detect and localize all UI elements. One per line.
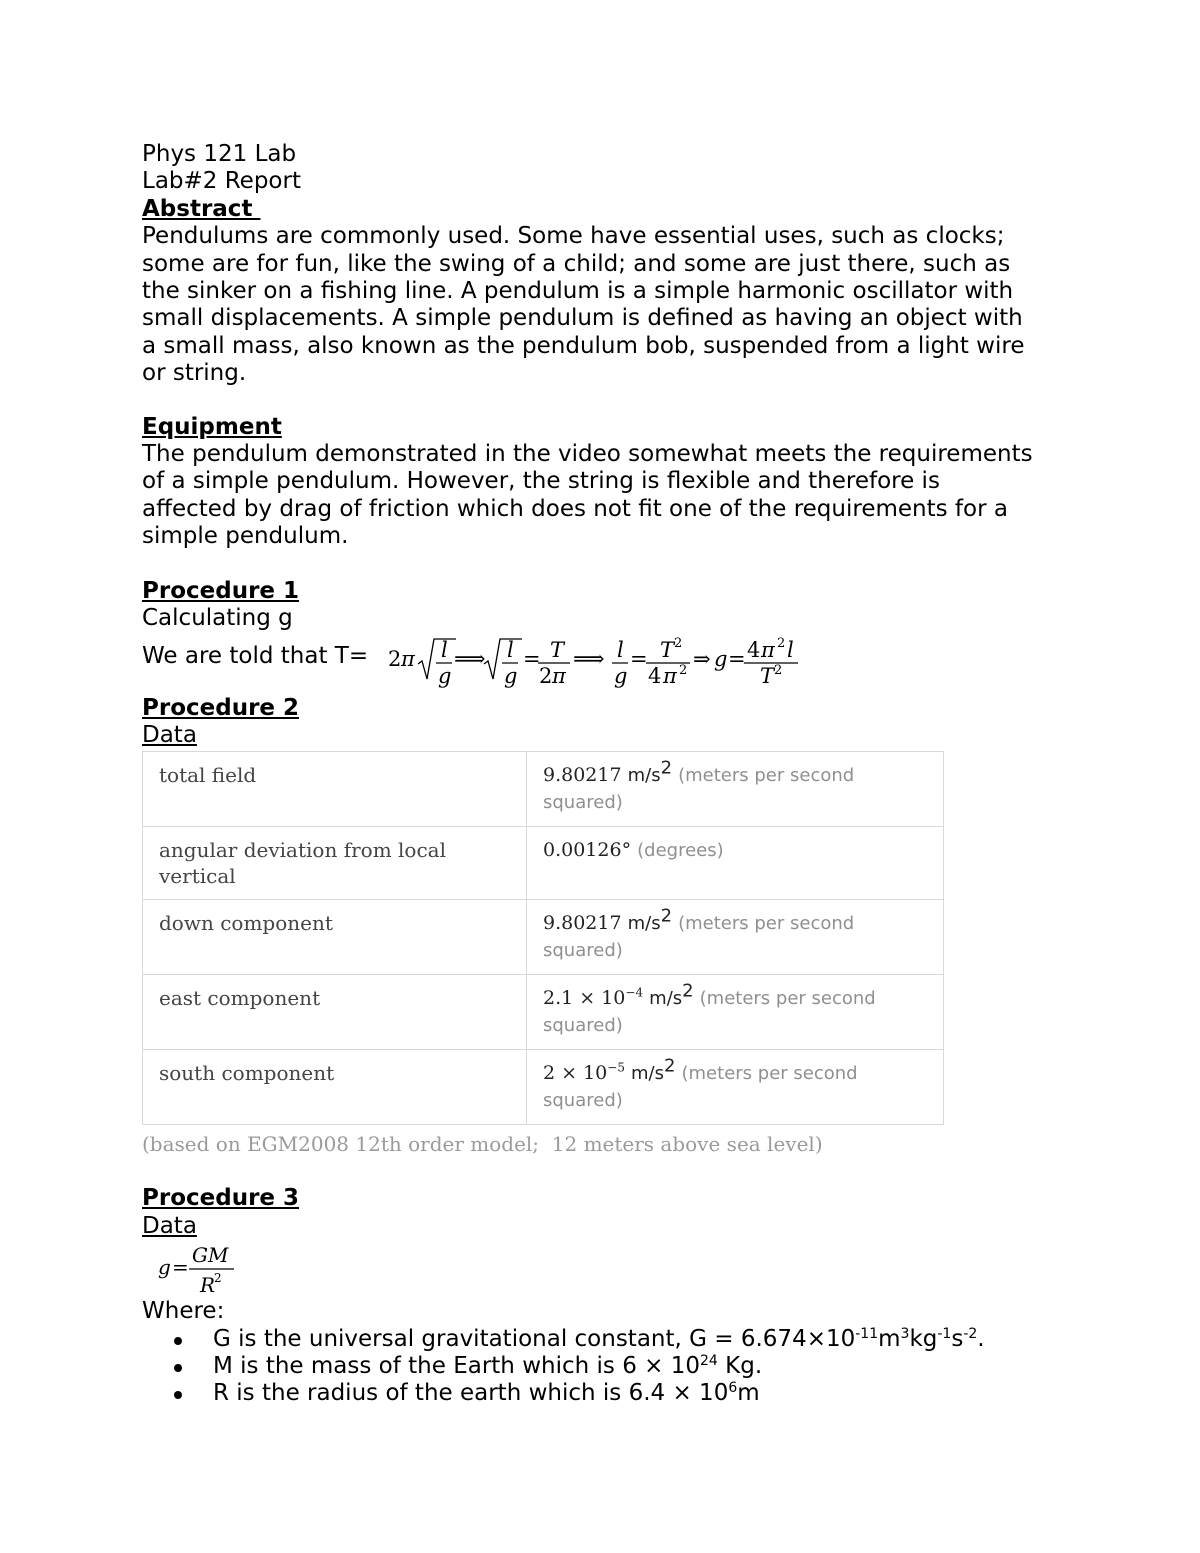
svg-text:⇒: ⇒ — [693, 646, 711, 671]
svg-text:=: = — [630, 646, 648, 671]
svg-text:g: g — [614, 663, 628, 688]
svg-text:g: g — [438, 663, 452, 688]
svg-text:l: l — [441, 637, 448, 662]
svg-text:π: π — [663, 663, 677, 688]
abstract-line: or string. — [142, 360, 247, 387]
table-row — [143, 752, 944, 827]
report-title: Lab#2 Report — [142, 168, 301, 195]
property-cell: angular deviation from local vertical — [143, 827, 527, 900]
constants-list — [142, 1326, 1062, 1408]
value-cell: 9.80217 $m/s^2$ (meters per second squared) — [527, 752, 944, 827]
svg-text:R: R — [200, 1273, 216, 1298]
svg-text:g: g — [714, 646, 728, 671]
svg-text:=: = — [728, 646, 746, 671]
equipment-line: simple pendulum. — [142, 523, 349, 550]
table-row — [143, 900, 944, 975]
svg-text:π: π — [761, 637, 775, 662]
svg-text:2: 2 — [214, 1271, 222, 1286]
bullet-icon — [174, 1364, 182, 1372]
abstract-line: the sinker on a fishing line. A pendulum is a simple harmonic oscillator with — [142, 278, 1014, 305]
procedure1-subtitle: Calculating g — [142, 605, 293, 632]
pendulum-period-derivation — [384, 633, 814, 695]
bullet-icon — [174, 1337, 182, 1345]
procedure3-heading: Procedure 3 — [142, 1185, 300, 1212]
bullet-icon — [174, 1391, 182, 1399]
gravity-formula — [142, 1240, 1062, 1298]
course-title: Phys 121 Lab — [142, 141, 297, 167]
abstract-line: small displacements. A simple pendulum is defined as having an object with — [142, 305, 1023, 332]
table-row — [143, 1050, 944, 1125]
list-item: G is the universal gravitational constant, $G = 6.674\times 10^{-11}m^3kg^{-1}s^{-2}$. — [142, 1326, 1062, 1353]
table-footnote: (based on EGM2008 12th order model; 12 meters above sea level) — [142, 1132, 823, 1157]
svg-text:⟹: ⟹ — [454, 646, 486, 672]
table-row — [143, 827, 944, 900]
svg-text:4: 4 — [648, 663, 662, 688]
property-cell: east component — [143, 975, 527, 1050]
svg-text:l: l — [617, 637, 624, 662]
abstract-body — [142, 223, 1062, 387]
formula-lead-text: We are told that T= — [142, 642, 369, 669]
svg-text:2: 2 — [539, 663, 553, 688]
equipment-body — [142, 441, 1062, 551]
svg-text:2: 2 — [674, 635, 683, 651]
equipment-line: of a simple pendulum. However, the string is flexible and therefore is — [142, 468, 940, 495]
svg-text:2: 2 — [388, 646, 402, 671]
svg-text:⟹: ⟹ — [573, 646, 605, 672]
svg-text:g: g — [158, 1255, 171, 1280]
abstract-line: some are for fun, like the swing of a child; and some are just there, such as — [142, 250, 1011, 277]
svg-text:2: 2 — [774, 662, 783, 678]
svg-text:π: π — [401, 646, 415, 671]
equipment-line: The pendulum demonstrated in the video somewhat meets the requirements — [142, 441, 1033, 468]
value-cell: 9.80217 $m/s^2$ (meters per second squared) — [527, 900, 944, 975]
equipment-heading: Equipment — [142, 413, 282, 440]
property-cell: total field — [143, 752, 527, 827]
svg-text:T: T — [760, 663, 775, 688]
svg-text:GM: GM — [192, 1243, 229, 1268]
svg-text:T: T — [660, 637, 675, 662]
where-label: Where: — [142, 1298, 225, 1325]
value-cell: $2.1 \times 10^{-4}$ $m/s^2$ (meters per second squared) — [527, 975, 944, 1050]
gravity-data-table — [142, 751, 944, 1125]
property-cell: south component — [143, 1050, 527, 1125]
property-cell: down component — [143, 900, 527, 975]
g-equals-gm-over-r2 — [154, 1240, 264, 1298]
value-cell: 0.00126° (degrees) — [527, 827, 944, 900]
svg-text:π: π — [552, 663, 566, 688]
svg-text:=: = — [523, 646, 541, 671]
procedure2-subtitle: Data — [142, 721, 197, 748]
abstract-line: Pendulums are commonly used. Some have essential uses, such as clocks; — [142, 223, 1005, 250]
list-item: M is the mass of the Earth which is $6 \times 10^{24}$ Kg. — [142, 1353, 1062, 1380]
svg-text:l: l — [787, 637, 794, 662]
procedure2-heading: Procedure 2 — [142, 694, 300, 721]
list-item: R is the radius of the earth which is $6.4 \times 10^6m$ — [142, 1380, 1062, 1407]
document-page — [142, 141, 1062, 1408]
svg-text:l: l — [507, 637, 514, 662]
svg-text:T: T — [550, 637, 565, 662]
svg-text:4: 4 — [747, 637, 761, 662]
abstract-heading: Abstract — [142, 195, 261, 222]
procedure1-heading: Procedure 1 — [142, 577, 300, 604]
abstract-line: a small mass, also known as the pendulum bob, suspended from a light wire — [142, 332, 1025, 359]
svg-text:=: = — [172, 1255, 189, 1280]
pendulum-formula-row — [142, 633, 1062, 695]
table-row — [143, 975, 944, 1050]
procedure3-subtitle: Data — [142, 1212, 197, 1239]
equipment-line: affected by drag of friction which does not fit one of the requirements for a — [142, 495, 1008, 522]
svg-text:2: 2 — [777, 635, 786, 651]
value-cell: $2 \times 10^{-5}$ $m/s^2$ (meters per second squared) — [527, 1050, 944, 1125]
svg-text:g: g — [504, 663, 518, 688]
svg-text:2: 2 — [679, 662, 688, 678]
